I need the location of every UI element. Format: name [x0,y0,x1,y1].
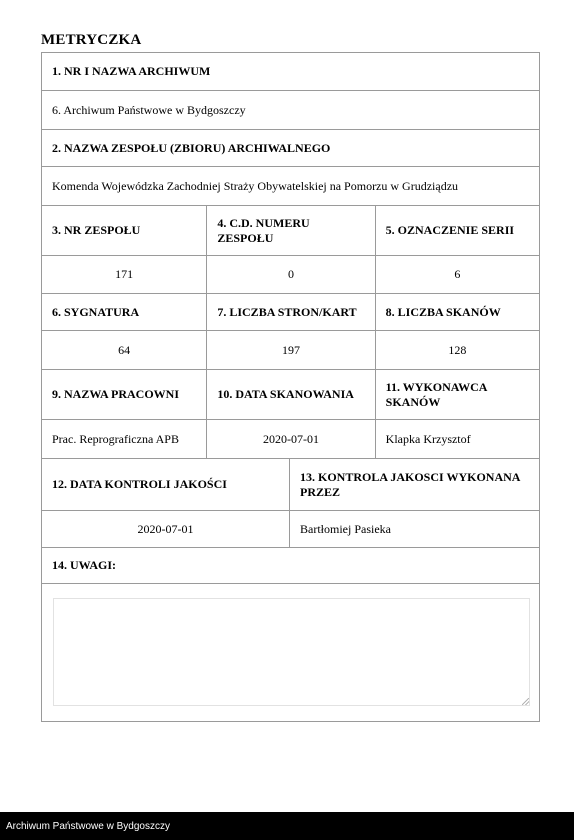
fonds-name-header: 2. NAZWA ZESPOŁU (ZBIORU) ARCHIWALNEGO [52,140,331,155]
resize-grip-icon[interactable] [522,698,529,705]
scan-count-header: 8. LICZBA SKANÓW [375,294,539,330]
fonds-name-value: Komenda Wojewódzka Zachodniej Straży Obywatelskiej na Pomorzu w Grudziądzu [52,178,459,193]
footer-label: Archiwum Państwowe w Bydgoszczy [6,820,170,832]
workshop-value-row [42,419,539,458]
quality-value-row [42,510,539,547]
workshop-header-row [42,369,539,419]
quality-inspector-header: 13. KONTROLA JAKOSCI WYKONANA PRZEZ [289,459,539,510]
series-value: 6 [375,256,539,293]
archive-header: 1. NR I NAZWA ARCHIWUM [52,64,211,78]
fonds-number-cont-value: 0 [206,256,374,293]
series-value-row [42,255,539,293]
archive-header-row [42,53,539,90]
signature-header-row [42,293,539,330]
footer-bar [0,812,574,840]
archive-value-row [42,90,539,129]
signature-header: 6. SYGNATURA [52,304,140,319]
fonds-number-header: 3. NR ZESPOŁU [52,223,141,237]
page-count-header: 7. LICZBA STRON/KART [206,294,374,330]
archive-value: 6. Archiwum Państwowe w Bydgoszczy [52,102,246,117]
page-count-value: 197 [206,331,374,369]
quality-header-row [42,458,539,510]
quality-inspector-value: Bartłomiej Pasieka [289,511,539,547]
fonds-number-cont-header: 4. C.D. NUMERU ZESPOŁU [206,206,374,255]
series-header: 5. OZNACZENIE SERII [375,206,539,255]
workshop-value: Prac. Reprograficzna APB [52,431,179,446]
fonds-value-row [42,166,539,205]
fonds-number-value: 171 [115,267,134,281]
scan-operator-header: 11. WYKONAWCA SKANÓW [375,370,539,419]
signature-value-row [42,330,539,369]
notes-header: 14. UWAGI: [52,558,117,572]
signature-value: 64 [118,342,131,357]
notes-textarea[interactable] [53,598,530,706]
series-header-row [42,205,539,255]
quality-date-value: 2020-07-01 [137,521,194,536]
page-title: METRYCZKA [41,32,142,48]
metadata-form [41,52,540,722]
scan-date-header: 10. DATA SKANOWANIA [206,370,374,419]
scan-operator-value: Klapka Krzysztof [375,420,539,458]
scan-count-value: 128 [375,331,539,369]
scan-date-value: 2020-07-01 [206,420,374,458]
quality-date-header: 12. DATA KONTROLI JAKOŚCI [52,477,227,491]
workshop-header: 9. NAZWA PRACOWNI [52,387,180,401]
notes-header-row [42,547,539,583]
fonds-header-row [42,129,539,166]
